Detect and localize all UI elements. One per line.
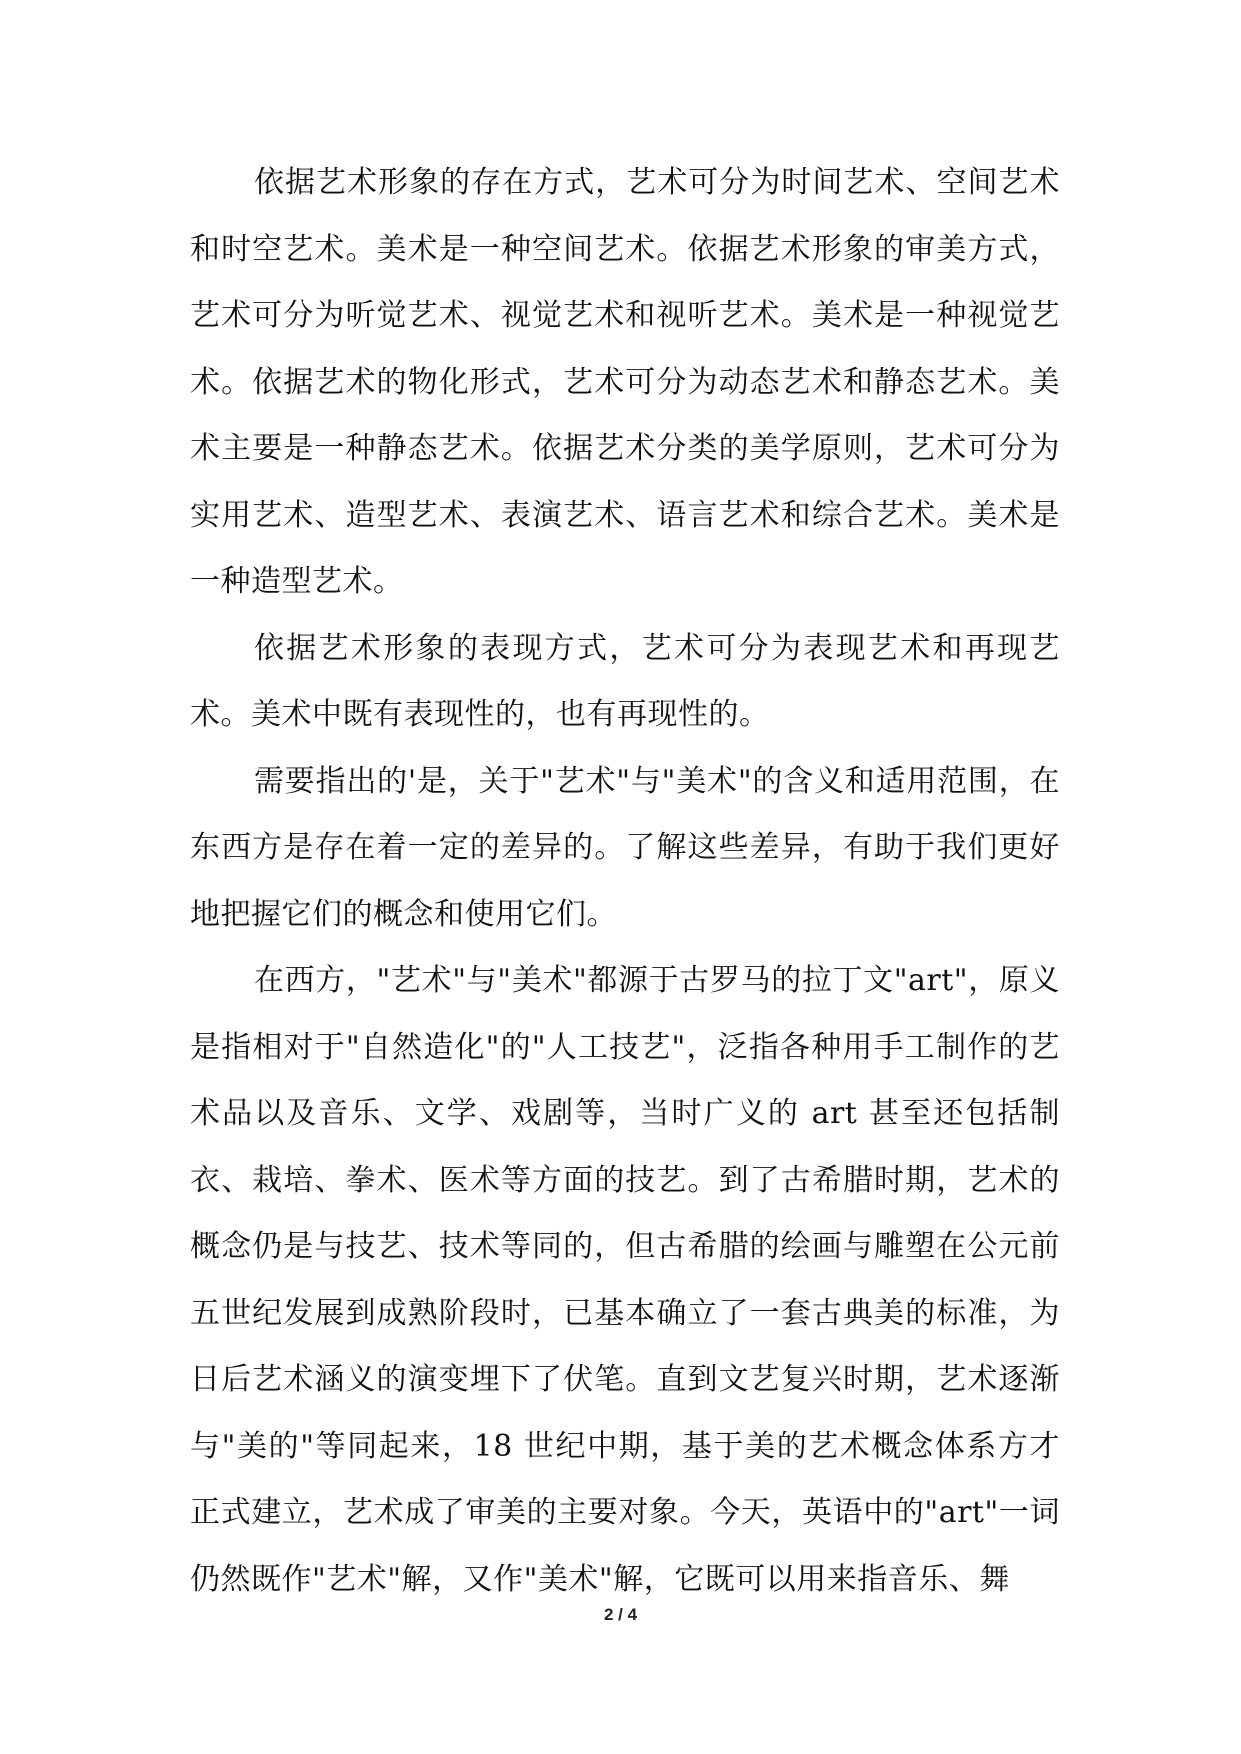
- page-number: 2 / 4: [603, 1605, 638, 1624]
- document-body: [190, 150, 1060, 1613]
- paragraph-expression-reproduction: 依据艺术形象的表现方式，艺术可分为表现艺术和再现艺术。美术中既有表现性的，也有再现性的。: [190, 630, 1060, 732]
- paragraph-western-origin: 在西方，"艺术"与"美术"都源于古罗马的拉丁文"art"，原义是指相对于"自然造化"的"人工技艺"，泛指各种用手工制作的艺术品以及音乐、文学、戏剧等，当时广义的 art 甚至还包括制衣、栽培、拳术、医术等方面的技艺。到了古希腊时期，艺术的概念仍是与技艺、技术等同的，但古希腊的绘画与雕塑在公元前五世纪发展到成熟阶段时，已基本确立了一套古典美的标准，为日后艺术涵义的演变埋下了伏笔。直到文艺复兴时期，艺术逐渐与"美的"等同起来，18 世纪中期，基于美的艺术概念体系方才正式建立，艺术成了审美的主要对象。今天，英语中的"art"一词仍然既作"艺术"解，又作"美术"解，它既可以用来指音乐、舞: [190, 963, 1060, 1597]
- paragraph-art-classification: 依据艺术形象的存在方式，艺术可分为时间艺术、空间艺术和时空艺术。美术是一种空间艺术。依据艺术形象的审美方式，艺术可分为听觉艺术、视觉艺术和视听艺术。美术是一种视觉艺术。依据艺术的物化形式，艺术可分为动态艺术和静态艺术。美术主要是一种静态艺术。依据艺术分类的美学原则，艺术可分为实用艺术、造型艺术、表演艺术、语言艺术和综合艺术。美术是一种造型艺术。: [190, 165, 1060, 599]
- paragraph-east-west-difference: 需要指出的'是，关于"艺术"与"美术"的含义和适用范围，在东西方是存在着一定的差异的。了解这些差异，有助于我们更好地把握它们的概念和使用它们。: [190, 763, 1060, 932]
